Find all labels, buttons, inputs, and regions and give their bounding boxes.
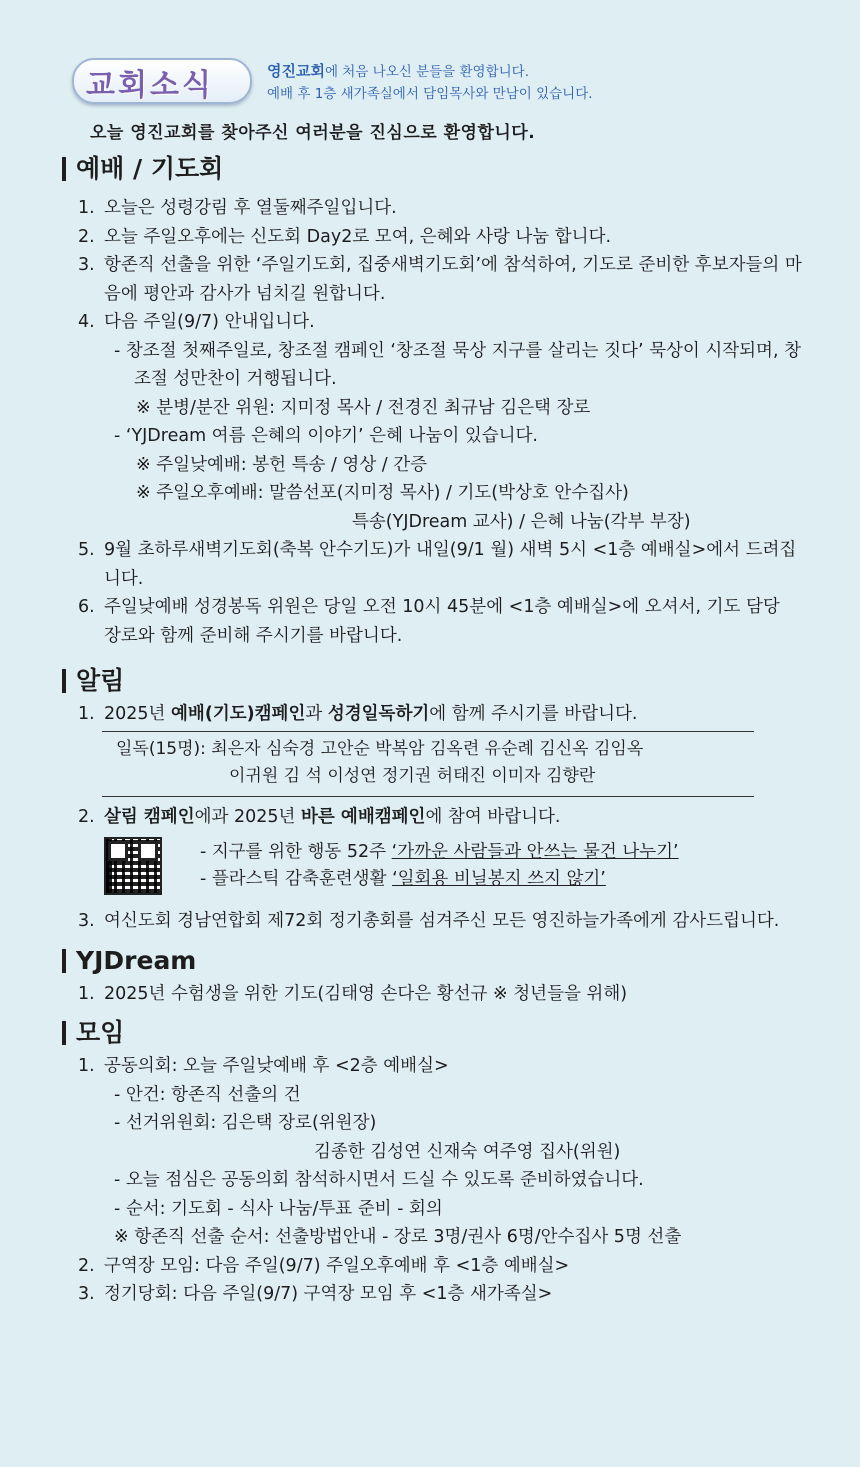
note-item: ※ 주일낮예배: 봉헌 특송 / 영상 / 간증 xyxy=(136,454,428,475)
item-number: 6. xyxy=(78,597,95,617)
item-text: 항존직 선출을 위한 ‘주일기도회, 집중새벽기도회’에 참석하여, 기도로 준비한 후보자들의 마음에 평안과 감사가 넘치길 원합니다. xyxy=(104,255,802,304)
item-number: 1. xyxy=(78,198,95,218)
sub-item: - 안건: 항존직 선출의 건 xyxy=(114,1084,301,1105)
item-number: 1. xyxy=(78,983,95,1004)
item-text: 오늘 주일오후에는 신도회 Day2로 모여, 은혜와 사랑 나눔 합니다. xyxy=(104,226,612,247)
item-text: 오늘은 성령강림 후 열둘째주일입니다. xyxy=(104,198,397,218)
welcome-tagline: 오늘 영진교회를 찾아주신 여러분을 진심으로 환영합니다. xyxy=(90,123,536,143)
section-bar xyxy=(62,949,66,973)
section-title-meeting xyxy=(62,1014,802,1052)
list-item xyxy=(62,803,802,832)
note-item: ※ 항존직 선출 순서: 선출방법안내 - 장로 3명/권사 6명/안수집사 5명 선출 xyxy=(114,1227,682,1247)
campaign-item xyxy=(200,839,679,866)
section-title-notice xyxy=(62,662,802,700)
sub-item: - 순서: 기도회 - 식사 나눔/투표 준비 - 회의 xyxy=(114,1198,443,1219)
section-title-text: 모임 xyxy=(76,1018,125,1047)
item-text: 9월 초하루새벽기도회(축복 안수기도)가 내일(9/1 월) 새벽 5시 <1층 예배실>에서 드려집니다. xyxy=(104,540,797,589)
sub-item: - ‘YJDream 여름 은혜의 이야기’ 은혜 나눔이 있습니다. xyxy=(114,426,538,446)
note-item: ※ 주일오후예배: 말씀선포(지미정 목사) / 기도(박상호 안수집사) xyxy=(136,483,629,503)
item-number: 1. xyxy=(78,1056,95,1076)
item-number: 4. xyxy=(78,312,95,332)
item-number: 3. xyxy=(78,255,95,275)
content xyxy=(62,150,802,1309)
item-text: 정기당회: 다음 주일(9/7) 구역장 모임 후 <1층 새가족실> xyxy=(104,1284,553,1304)
item-text: 에 함께 주시기를 바랍니다. xyxy=(429,704,638,724)
item-number: 1. xyxy=(78,704,95,724)
item-number: 3. xyxy=(78,911,95,931)
campaign-item-text: - 지구를 위한 행동 52주 xyxy=(200,842,392,862)
welcome-message xyxy=(267,60,827,105)
campaign-item-title: ‘가까운 사람들과 안쓰는 물건 나누기’ xyxy=(391,842,679,862)
item-text: 에과 2025년 xyxy=(194,806,302,827)
item-number: 2. xyxy=(78,806,95,827)
section-title-text: 알림 xyxy=(76,666,125,695)
welcome-line-2: 예배 후 1층 새가족실에서 담임목사와 만남이 있습니다. xyxy=(267,86,593,102)
section-title-text: YJDream xyxy=(76,945,197,975)
logo-text: 교회소식 xyxy=(86,68,214,103)
item-number: 2. xyxy=(78,1255,95,1276)
sub-item-continued: 김종한 김성연 신재숙 여주영 집사(위원) xyxy=(314,1141,621,1162)
list-item xyxy=(62,1052,802,1081)
item-text: 주일낮예배 성경봉독 위원은 당일 오전 10시 45분에 <1층 예배실>에 오셔서, 기도 담당 장로와 함께 준비해 주시기를 바랍니다. xyxy=(104,597,780,646)
item-text: 공동의회: 오늘 주일낮예배 후 <2층 예배실> xyxy=(104,1056,449,1076)
campaign-items xyxy=(200,839,679,893)
church-name: 영진교회 xyxy=(267,62,325,80)
item-text: 2025년 xyxy=(104,704,172,724)
sub-item: - 선거위원회: 김은택 장로(위원장) xyxy=(114,1113,377,1133)
section-title-text: 예배 / 기도회 xyxy=(76,154,224,183)
church-news-logo xyxy=(72,52,252,106)
list-item xyxy=(62,194,802,223)
campaign-row xyxy=(104,837,802,895)
reading-list xyxy=(102,731,754,797)
item-number: 2. xyxy=(78,226,95,247)
campaign-item-text: - 플라스틱 감축훈련생활 xyxy=(200,869,393,889)
qr-code-icon[interactable] xyxy=(104,837,162,895)
section-bar xyxy=(62,1021,66,1045)
campaign-item xyxy=(200,866,679,893)
reading-line: 일독(15명): 최은자 심숙경 고안순 박복암 김옥련 유순례 김신옥 김임옥 xyxy=(116,738,644,759)
section-title-worship xyxy=(62,150,802,188)
item-text: 2025년 수험생을 위한 기도(김태영 손다은 황선규 ※ 청년들을 위해) xyxy=(104,983,628,1004)
list-item xyxy=(62,251,802,308)
item-text: 구역장 모임: 다음 주일(9/7) 주일오후예배 후 <1층 예배실> xyxy=(104,1255,570,1276)
section-bar xyxy=(62,157,66,181)
section-title-yjdream xyxy=(62,942,802,980)
campaign-item-title: ‘일회용 비닐봉지 쓰지 않기’ xyxy=(392,869,606,889)
item-number: 3. xyxy=(78,1284,95,1304)
list-item xyxy=(62,1280,802,1309)
item-number: 5. xyxy=(78,540,95,560)
list-item xyxy=(62,1252,802,1281)
list-item xyxy=(62,907,802,936)
note-item: ※ 분병/분잔 위원: 지미정 목사 / 전경진 최규남 김은택 장로 xyxy=(136,397,591,418)
sub-item: - 창조절 첫째주일로, 창조절 캠페인 ‘창조절 묵상 지구를 살리는 짓다’ 묵상이 시작되며, 창조절 성만찬이 거행됩니다. xyxy=(114,340,801,389)
note-item-continued: 특송(YJDream 교사) / 은혜 나눔(각부 부장) xyxy=(352,511,691,532)
section-bar xyxy=(62,669,66,693)
sub-item: - 오늘 점심은 공동의회 참석하시면서 드실 수 있도록 준비하였습니다. xyxy=(114,1170,644,1190)
item-text: 다음 주일(9/7) 안내입니다. xyxy=(104,312,315,332)
campaign-name: 성경일독하기 xyxy=(327,704,430,724)
item-text: 여신도회 경남연합회 제72회 정기총회를 섬겨주신 모든 영진하늘가족에게 감사드립니다. xyxy=(104,911,780,931)
campaign-name: 바른 예배캠페인 xyxy=(301,806,426,827)
welcome-line-1-rest: 에 처음 나오신 분들을 환영합니다. xyxy=(324,64,529,80)
item-text: 에 참여 바랍니다. xyxy=(425,806,561,827)
item-text: 과 xyxy=(305,704,328,724)
reading-line: 이귀원 김 석 이성연 정기권 허태진 이미자 김향란 xyxy=(229,765,596,786)
list-item xyxy=(62,700,802,729)
list-item xyxy=(62,308,802,337)
campaign-name: 예배(기도)캠페인 xyxy=(171,704,306,724)
list-item xyxy=(62,536,802,593)
list-item xyxy=(62,223,802,252)
campaign-name: 살림 캠페인 xyxy=(104,806,195,827)
welcome-line-1 xyxy=(267,60,827,83)
list-item xyxy=(62,980,802,1009)
list-item xyxy=(62,593,802,650)
